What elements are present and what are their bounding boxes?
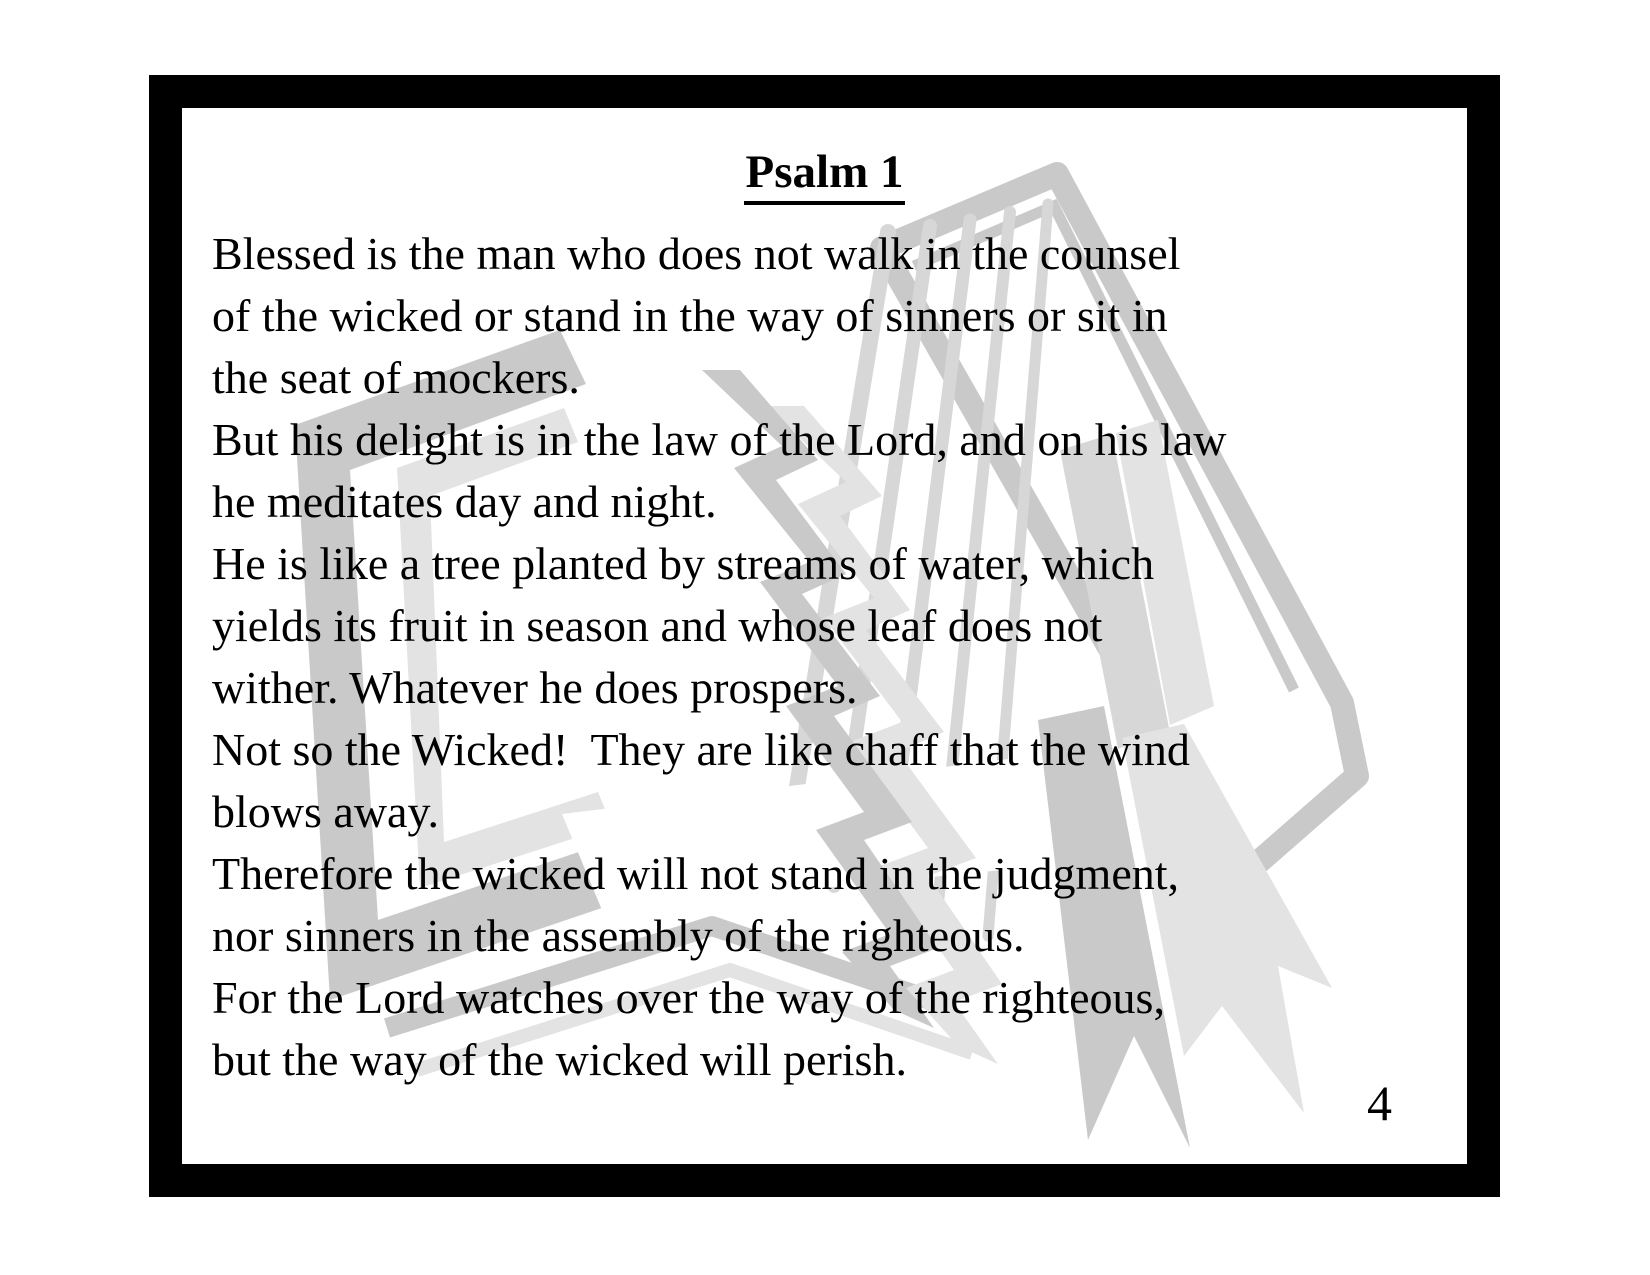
title-row [182, 142, 1467, 213]
page-border-frame [149, 75, 1500, 1197]
page-content [182, 108, 1467, 1164]
psalm-line: He is like a tree planted by streams of water, which [212, 538, 1155, 589]
psalm-body-text [212, 223, 1442, 1091]
psalm-line: he meditates day and night. [212, 476, 717, 527]
psalm-line: yields its fruit in season and whose leaf does not [212, 600, 1103, 651]
psalm-line: wither. Whatever he does prospers. [212, 662, 858, 713]
psalm-line: Not so the Wicked! They are like chaff that the wind [212, 724, 1190, 775]
psalm-line: blows away. [212, 786, 439, 837]
psalm-line: but the way of the wicked will perish. [212, 1034, 907, 1085]
psalm-line: Therefore the wicked will not stand in the judgment, [212, 848, 1180, 899]
page-inner-area [182, 108, 1467, 1164]
page-number: 4 [1367, 1075, 1392, 1131]
page-title: Psalm 1 [744, 146, 906, 205]
psalm-line: For the Lord watches over the way of the righteous, [212, 972, 1165, 1023]
psalm-line: Blessed is the man who does not walk in the counsel [212, 228, 1181, 279]
psalm-line: nor sinners in the assembly of the righteous. [212, 910, 1025, 961]
psalm-line: the seat of mockers. [212, 352, 580, 403]
psalm-line: But his delight is in the law of the Lord, and on his law [212, 414, 1227, 465]
psalm-line: of the wicked or stand in the way of sinners or sit in [212, 290, 1168, 341]
